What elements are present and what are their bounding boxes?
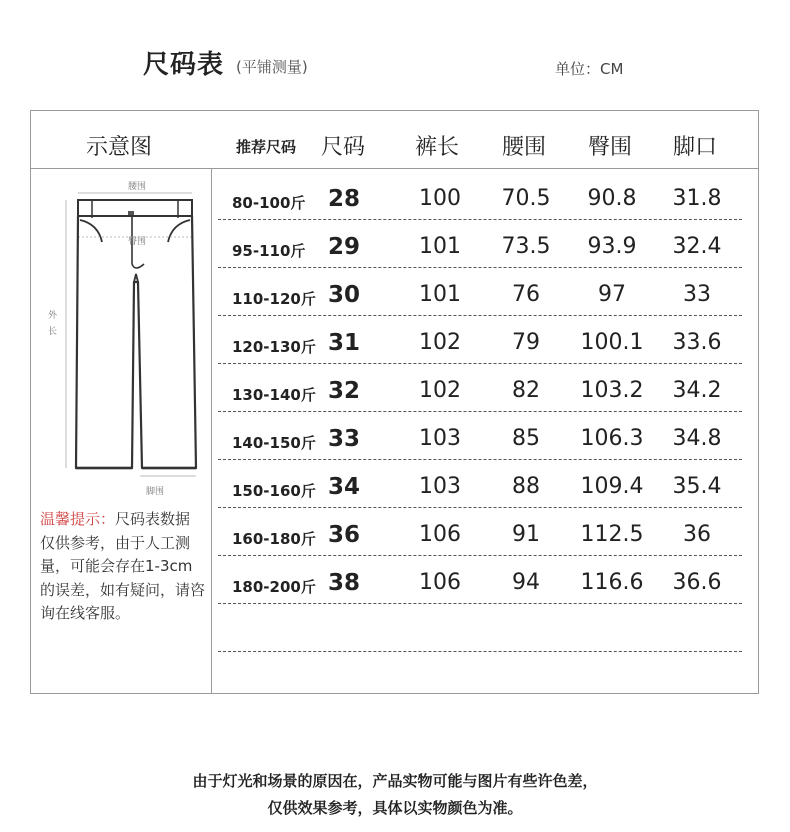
cell-length: 103 [419,426,461,451]
cell-size: 34 [327,474,361,500]
cell-length: 106 [419,570,461,595]
cell-waist: 73.5 [501,234,551,259]
cell-hip: 90.8 [587,186,637,211]
column-divider [211,168,212,694]
cell-length: 102 [419,330,461,355]
header-diagram: 示意图 [86,135,153,160]
table-row [218,364,742,412]
note-warning: 温馨提示： [40,510,116,528]
cell-length: 102 [419,378,461,403]
table-row [218,460,742,508]
footer-line-1: 由于灯光和场景的原因在，产品实物可能与图片有些许色差， [192,772,598,790]
cell-hip: 100.1 [580,330,644,355]
header-length: 裤长 [415,135,460,160]
cell-size: 30 [327,282,361,308]
cell-weight: 150-160斤 [232,482,316,500]
table-row [218,172,742,220]
cell-hip: 112.5 [580,522,644,547]
cell-waist: 85 [512,426,540,451]
cell-hem: 36.6 [672,570,722,595]
cell-length: 101 [419,282,461,307]
cell-size: 31 [327,330,361,356]
cell-hem: 33.6 [672,330,722,355]
table-row [218,604,742,652]
diagram-outer-label-2: 长 [48,327,58,337]
header-divider [30,168,759,169]
cell-hip: 103.2 [580,378,644,403]
cell-length: 101 [419,234,461,259]
cell-hip: 97 [598,282,626,307]
cell-weight: 95-110斤 [232,242,306,260]
header-waist: 腰围 [502,135,547,160]
unit-label: 单位：CM [555,60,624,78]
diagram-waist-label: 腰围 [128,182,147,192]
table-row [218,268,742,316]
diagram-outer-label-1: 外 [48,311,58,321]
cell-size: 36 [327,522,361,548]
header-hip: 臀围 [588,135,633,160]
table-row [218,220,742,268]
page-title: 尺码表 [143,50,225,80]
cell-waist: 91 [512,522,540,547]
cell-hem: 31.8 [672,186,722,211]
cell-size: 28 [327,186,361,212]
cell-hem: 34.2 [672,378,722,403]
cell-size: 33 [327,426,361,452]
note-text: 尺码表数据仅供参考，由于人工测量，可能会存在1-3cm的误差，如有疑问，请咨询在线客服。 [40,510,206,622]
page-subtitle: (平铺测量) [236,58,308,76]
cell-waist: 94 [512,570,540,595]
row-separator [218,651,742,652]
table-row [218,412,742,460]
header-hem: 脚口 [673,135,718,160]
cell-waist: 79 [512,330,540,355]
cell-weight: 130-140斤 [232,386,316,404]
cell-hem: 33 [683,282,711,307]
header-weight: 推荐尺码 [236,138,297,156]
cell-waist: 88 [512,474,540,499]
table-row [218,556,742,604]
cell-hem: 35.4 [672,474,722,499]
measurement-note [40,508,205,626]
table-row [218,508,742,556]
cell-weight: 140-150斤 [232,434,316,452]
header-size: 尺码 [321,135,366,160]
cell-length: 103 [419,474,461,499]
cell-waist: 76 [512,282,540,307]
cell-waist: 82 [512,378,540,403]
cell-length: 106 [419,522,461,547]
cell-hip: 93.9 [587,234,637,259]
cell-weight: 110-120斤 [232,290,316,308]
cell-hem: 32.4 [672,234,722,259]
cell-weight: 180-200斤 [232,578,316,596]
cell-hem: 36 [683,522,711,547]
pants-diagram [40,172,210,502]
cell-hip: 109.4 [580,474,644,499]
cell-size: 29 [327,234,361,260]
diagram-hem-label: 脚围 [146,487,165,497]
cell-size: 38 [327,570,361,596]
cell-hip: 106.3 [580,426,644,451]
cell-hem: 34.8 [672,426,722,451]
cell-hip: 116.6 [580,570,644,595]
footer-line-2: 仅供效果参考，具体以实物颜色为准。 [267,799,523,817]
table-row [218,316,742,364]
cell-weight: 120-130斤 [232,338,316,356]
cell-weight: 160-180斤 [232,530,316,548]
cell-size: 32 [327,378,361,404]
cell-length: 100 [419,186,461,211]
cell-weight: 80-100斤 [232,194,306,212]
diagram-hip-label: 臀围 [128,237,147,247]
cell-waist: 70.5 [501,186,551,211]
